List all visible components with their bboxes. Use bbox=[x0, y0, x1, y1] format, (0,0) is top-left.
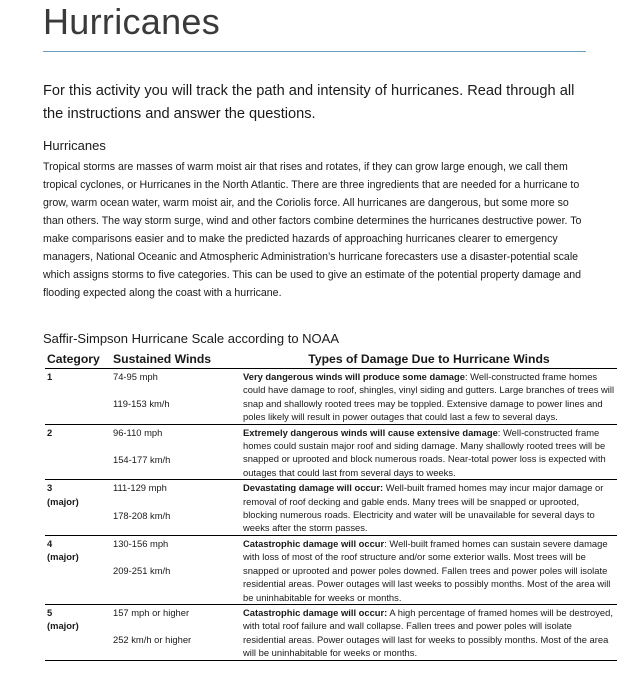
category-cell bbox=[45, 604, 111, 660]
title-divider bbox=[43, 51, 586, 52]
winds-cell bbox=[111, 604, 241, 660]
table-row bbox=[45, 424, 617, 480]
category-major: (major) bbox=[47, 495, 79, 507]
section-heading: Hurricanes bbox=[43, 138, 106, 153]
wind-mph: 96-110 mph bbox=[113, 426, 163, 438]
damage-cell bbox=[241, 480, 617, 536]
wind-kmh: 119-153 km/h bbox=[113, 398, 170, 410]
damage-lead: Catastrophic damage will occur bbox=[243, 537, 385, 549]
category-major: (major) bbox=[47, 620, 79, 632]
category-number: 3 bbox=[47, 482, 53, 494]
damage-cell bbox=[241, 535, 617, 604]
table-header-row bbox=[45, 350, 617, 369]
damage-text: Well-built framed homes may incur major damage or removal of roof decking and gable ends. Many trees will be snapped or uprooted, blocking numerous roads. Electricity and water will be unavailable for several days to weeks after the storm passes. bbox=[243, 482, 604, 534]
winds-cell bbox=[111, 424, 241, 480]
header-category: Category bbox=[45, 350, 111, 369]
damage-text: : Well-constructed frame homes could sustain major roof and siding damage. Many shallowly rooted trees will be snapped or uprooted and block numerous roads. Near-total power loss is expected with outages that could last from several days to weeks. bbox=[243, 426, 606, 478]
damage-text: A high percentage of framed homes will be destroyed, with total roof failure and wall collapse. Fallen trees and power poles will isolate residential areas. Power outages will last for weeks to possibly months. Most of the area will be uninhabitable for weeks or months. bbox=[243, 606, 613, 659]
wind-mph: 74-95 mph bbox=[113, 371, 158, 382]
category-cell bbox=[45, 424, 111, 480]
damage-text: : Well-constructed frame homes could have damage to roof, shingles, vinyl siding and gutters. Large branches of trees will snap and shallowly rooted trees may be toppled. Extensive damage to power lines and poles likely will result in power outages that could last a few to several days. bbox=[243, 371, 615, 423]
table-row bbox=[45, 480, 617, 536]
category-cell bbox=[45, 480, 111, 536]
table-row bbox=[45, 369, 617, 425]
category-cell bbox=[45, 369, 111, 425]
category-major: (major) bbox=[47, 551, 79, 563]
damage-cell bbox=[241, 424, 617, 480]
category-number: 1 bbox=[47, 371, 53, 382]
winds-cell bbox=[111, 480, 241, 536]
wind-kmh: 209-251 km/h bbox=[113, 565, 171, 577]
intro-paragraph: For this activity you will track the path and intensity of hurricanes. Read through all the instructions and answer the questions. bbox=[43, 83, 575, 122]
wind-kmh: 154-177 km/h bbox=[113, 454, 171, 466]
wind-mph: 111-129 mph bbox=[113, 482, 167, 494]
winds-cell bbox=[111, 369, 241, 425]
damage-lead: Extremely dangerous winds will cause extensive damage bbox=[243, 426, 498, 438]
damage-lead: Devastating damage will occur: bbox=[243, 482, 384, 494]
damage-lead: Very dangerous winds will produce some damage bbox=[243, 371, 465, 382]
category-number: 2 bbox=[47, 426, 53, 438]
wind-mph: 130-156 mph bbox=[113, 537, 169, 549]
body-paragraph: Tropical storms are masses of warm moist air that rises and rotates, if they can grow large enough, we call them tropical cyclones, or Hurricanes in the North Atlantic. There are three ingredients that are needed for a hurricane to grow, warm ocean water, warm moist air, and the Coriolis force. All hurricanes are dangerous, but some more so than others. The way storm surge, wind and other factors combine determines the hurricanes destructive power. To make comparisons easier and to make the predicted hazards of approaching hurricanes clearer to emergency managers, National Oceanic and Atmospheric Administration’s hurricane forecasters use a disaster-potential scale which assigns storms to five categories. This can be used to give an estimate of the potential property damage and flooding expected along the coast with a hurricane. bbox=[43, 161, 582, 299]
header-damage-types: Types of Damage Due to Hurricane Winds bbox=[241, 350, 617, 369]
table-row bbox=[45, 535, 617, 604]
wind-kmh: 252 km/h or higher bbox=[113, 634, 192, 646]
saffir-simpson-table bbox=[45, 350, 617, 661]
damage-cell bbox=[241, 604, 617, 660]
table-caption: Saffir-Simpson Hurricane Scale according to NOAA bbox=[43, 331, 339, 346]
category-number: 4 bbox=[47, 537, 53, 549]
winds-cell bbox=[111, 535, 241, 604]
wind-kmh: 178-208 km/h bbox=[113, 509, 171, 521]
damage-text: : Well-built framed homes can sustain severe damage with loss of most of the roof structure and/or some exterior walls. Most trees will be snapped or uprooted and power poles downed. Fallen trees and power poles will isolate residential areas. Power outages will last weeks to possibly months. Most of the area will be uninhabitable for weeks or months. bbox=[243, 537, 611, 603]
category-cell bbox=[45, 535, 111, 604]
damage-cell bbox=[241, 369, 617, 425]
header-sustained-winds: Sustained Winds bbox=[111, 350, 241, 369]
category-number: 5 bbox=[47, 606, 53, 618]
table-row bbox=[45, 604, 617, 660]
page-title: Hurricanes bbox=[43, 1, 221, 42]
damage-lead: Catastrophic damage will occur: bbox=[243, 606, 388, 618]
wind-mph: 157 mph or higher bbox=[113, 606, 190, 618]
